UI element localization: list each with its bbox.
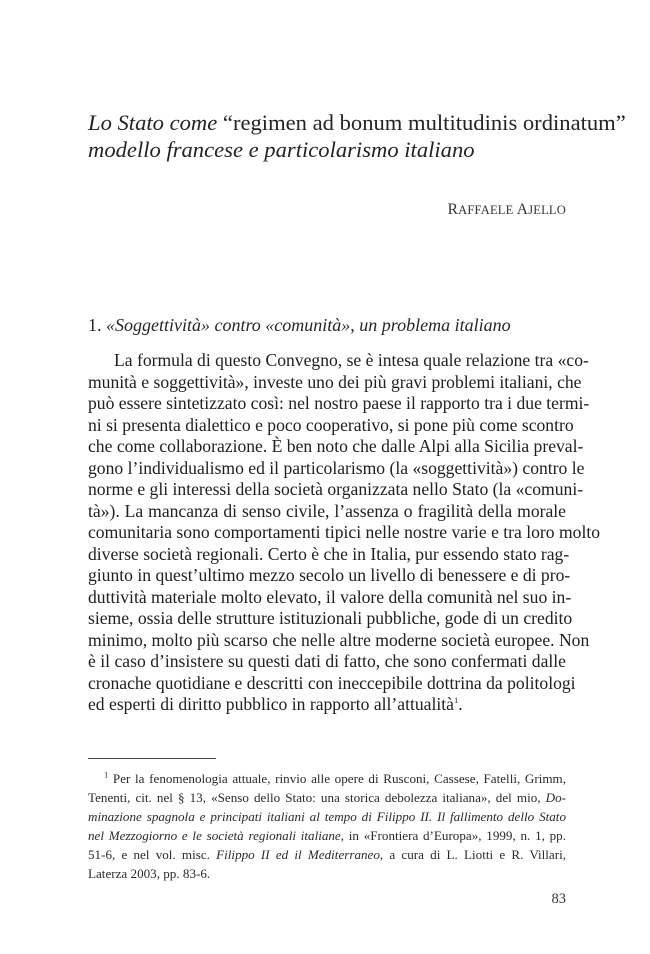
body-line: gono l’individualismo ed il particolarismo (la «soggettività») contro le [88,458,585,478]
author-last-rest: JELLO [528,203,566,217]
footnote-italic: Do- [545,790,566,805]
body-line-last [88,696,566,714]
title-latin-motto: “regimen ad bonum multitudinis ordinatum” [217,110,626,135]
footnote-italic: Filippo II ed il Mediterraneo [216,847,380,862]
body-last-text: ed esperti di diritto pubblico in rapporto all’attualità [88,694,454,714]
body-line: ni si presenta dialettico e poco cooperativo, si pone più come scontro [88,415,574,435]
author-first-initial: R [447,201,459,218]
author-name [448,201,566,219]
body-line: tà»). La mancanza di senso civile, l’assenza o fragilità della morale [88,501,566,521]
body-last-period: . [458,694,463,714]
footnote-line [88,829,566,842]
footnote-line [88,848,566,861]
footnote-text: , in «Frontiera d’Europa», 1999, n. 1, pp. [340,828,567,843]
footnote-separator [88,758,216,759]
author-last-initial: A [516,201,529,218]
footnote-text: , a cura di L. Liotti e R. Villari, [379,847,567,862]
footnote-marker: 1 [104,769,109,780]
body-line: munità e soggettività», investe uno dei più gravi problemi italiani, che [88,372,582,392]
body-line: La formula di questo Convegno, se è intesa quale relazione tra «co- [114,350,589,370]
author-first-rest: AFFAELE [458,203,514,217]
footnote-line [88,791,566,804]
footnote-italic: nel Mezzogiorno e le società regionali italiane [88,828,341,843]
body-line: duttività materiale molto elevato, il valore della comunità nel suo in- [88,587,572,607]
section-heading [88,315,511,336]
body-line: giunto in quest’ultimo mezzo secolo un livello di benessere e di pro- [88,565,571,585]
body-line: diverse società regionali. Certo è che in Italia, pur essendo stato rag- [88,544,570,564]
body-line: è il caso d’insistere su questi dati di fatto, che sono confermati dalle [88,651,566,671]
footnote-line: minazione spagnola e principati italiani al tempo di Filippo II. Il fallimento dello Stato [88,809,566,824]
footnote-text: Tenenti, cit. nel § 13, «Senso dello Stato: una storica debolezza italiana», del mio, [88,790,546,805]
body-line: cronache quotidiane e descritti con ineccepibile dottrina da politologi [88,673,576,693]
chapter-title-line-2: modello francese e particolarismo italiano [88,137,475,162]
footnote-line [88,769,566,786]
footnote-reference[interactable]: 1 [453,695,459,706]
section-title: «Soggettività» contro «comunità», un problema italiano [106,315,511,335]
section-number: 1. [88,315,106,335]
footnote-line: Laterza 2003, pp. 83-6. [88,866,211,881]
body-line: comunitaria sono comportamenti tipici nelle nostre varie e tra loro molto [88,522,601,542]
body-line: sieme, ossia delle strutture istituzionali pubbliche, gode di un credito [88,608,573,628]
footnote-text: 51-6, e nel vol. misc. [88,847,217,862]
chapter-title-line-1 [88,110,626,135]
body-line: norme e gli interessi della società organizzata nello Stato (la «comuni- [88,479,584,499]
body-line: che come collaborazione. È ben noto che dalle Alpi alla Sicilia preval- [88,436,584,456]
footnote-text: Per la fenomenologia attuale, rinvio alle opere di Rusconi, Cassese, Fatelli, Grimm, [108,771,566,786]
body-line: minimo, molto più scarso che nelle altre moderne società europee. Non [88,630,590,650]
title-italic-part: Lo Stato come [88,110,218,135]
body-line: può essere sintetizzato così: nel nostro paese il rapporto tra i due termi- [88,393,590,413]
page-number: 83 [551,891,566,907]
